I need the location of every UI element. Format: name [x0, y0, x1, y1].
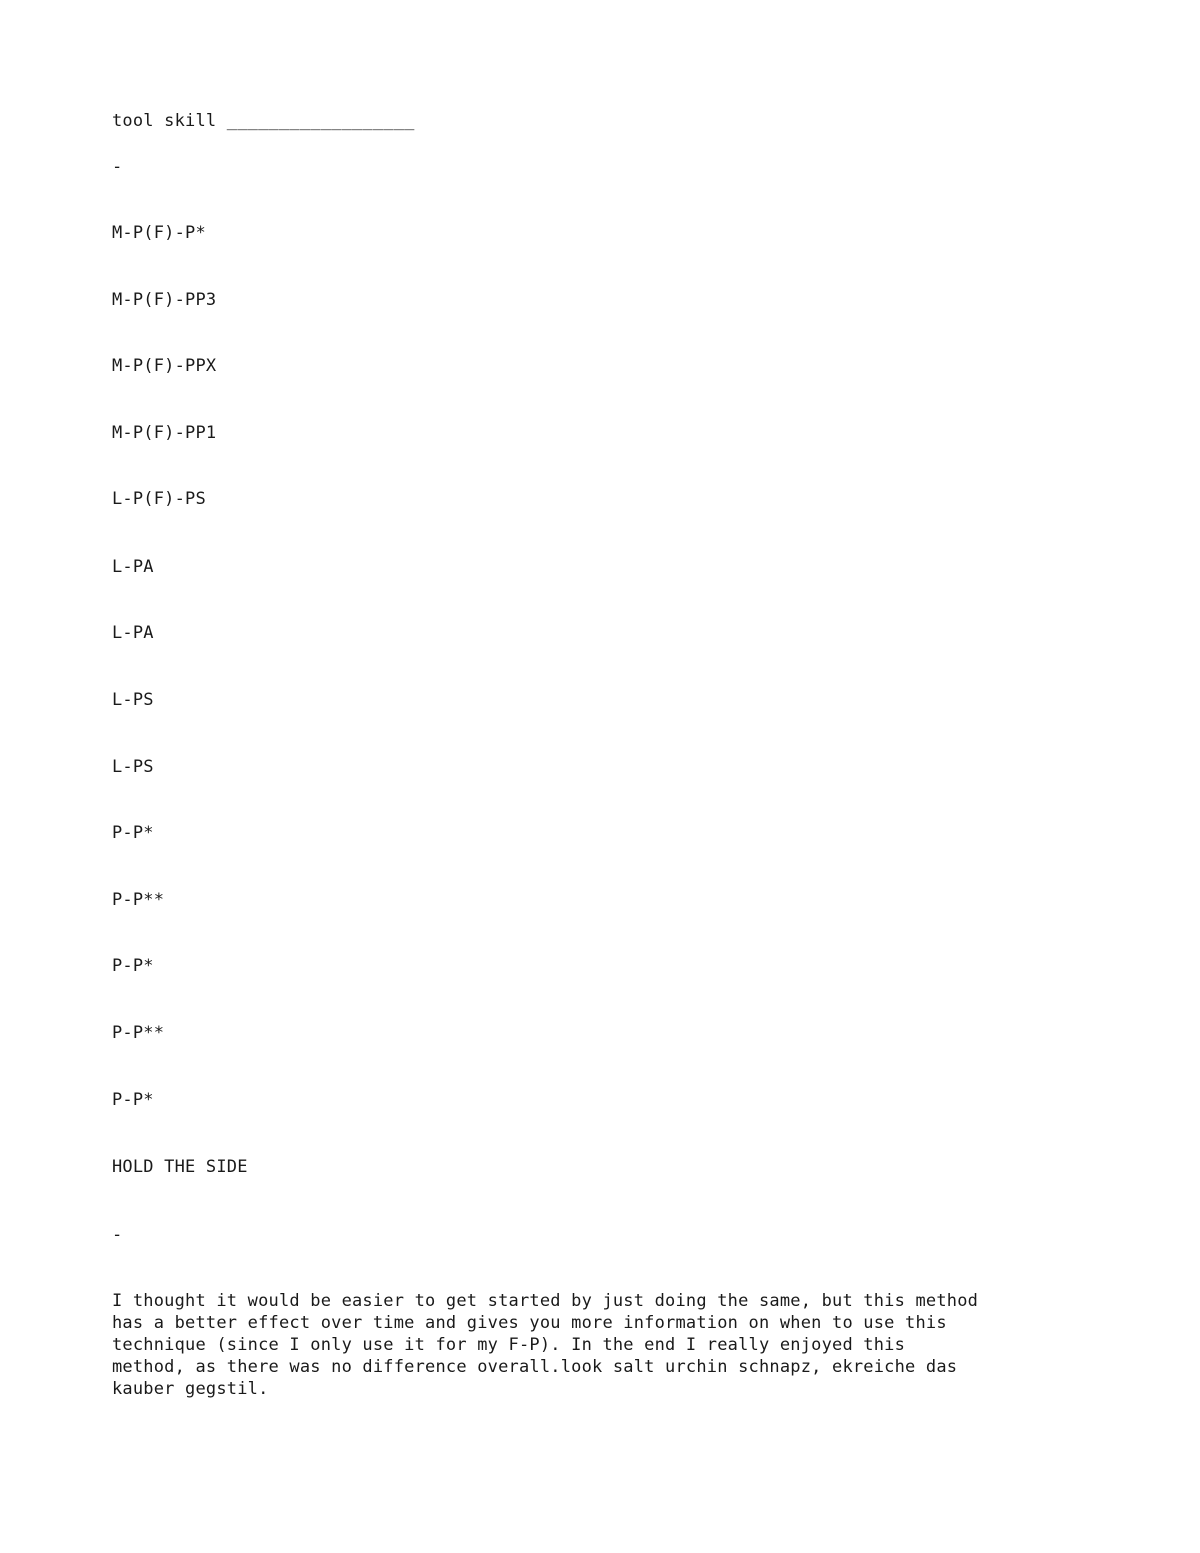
heading-tool-skill: tool skill __________________	[112, 111, 415, 131]
list-item: M-P(F)-PP3	[112, 290, 217, 310]
body-paragraph: I thought it would be easier to get started by just doing the same, but this method has a better effect over time and gives you more information on when to use this technique (since I only use it for my F-P). In the end I really enjoyed this method, as there was no difference overall.look salt urchin schnapz, ekreiche das kauber gegstil.	[112, 1291, 979, 1399]
list-item: L-PS	[112, 757, 154, 777]
list-item: P-P**	[112, 1023, 165, 1043]
separator-dash-top: -	[112, 157, 123, 177]
separator-dash-bottom: -	[112, 1225, 123, 1245]
list-item: P-P*	[112, 956, 154, 976]
list-item: M-P(F)-PPX	[112, 356, 217, 376]
list-item: L-PS	[112, 690, 154, 710]
list-item: L-P(F)-PS	[112, 489, 206, 509]
list-item: P-P**	[112, 890, 165, 910]
list-item: L-PA	[112, 557, 154, 577]
list-item: M-P(F)-P*	[112, 223, 206, 243]
list-item: M-P(F)-PP1	[112, 423, 217, 443]
list-item: L-PA	[112, 623, 154, 643]
list-item-hold-the-side: HOLD THE SIDE	[112, 1157, 248, 1177]
list-item: P-P*	[112, 823, 154, 843]
list-item: P-P*	[112, 1090, 154, 1110]
